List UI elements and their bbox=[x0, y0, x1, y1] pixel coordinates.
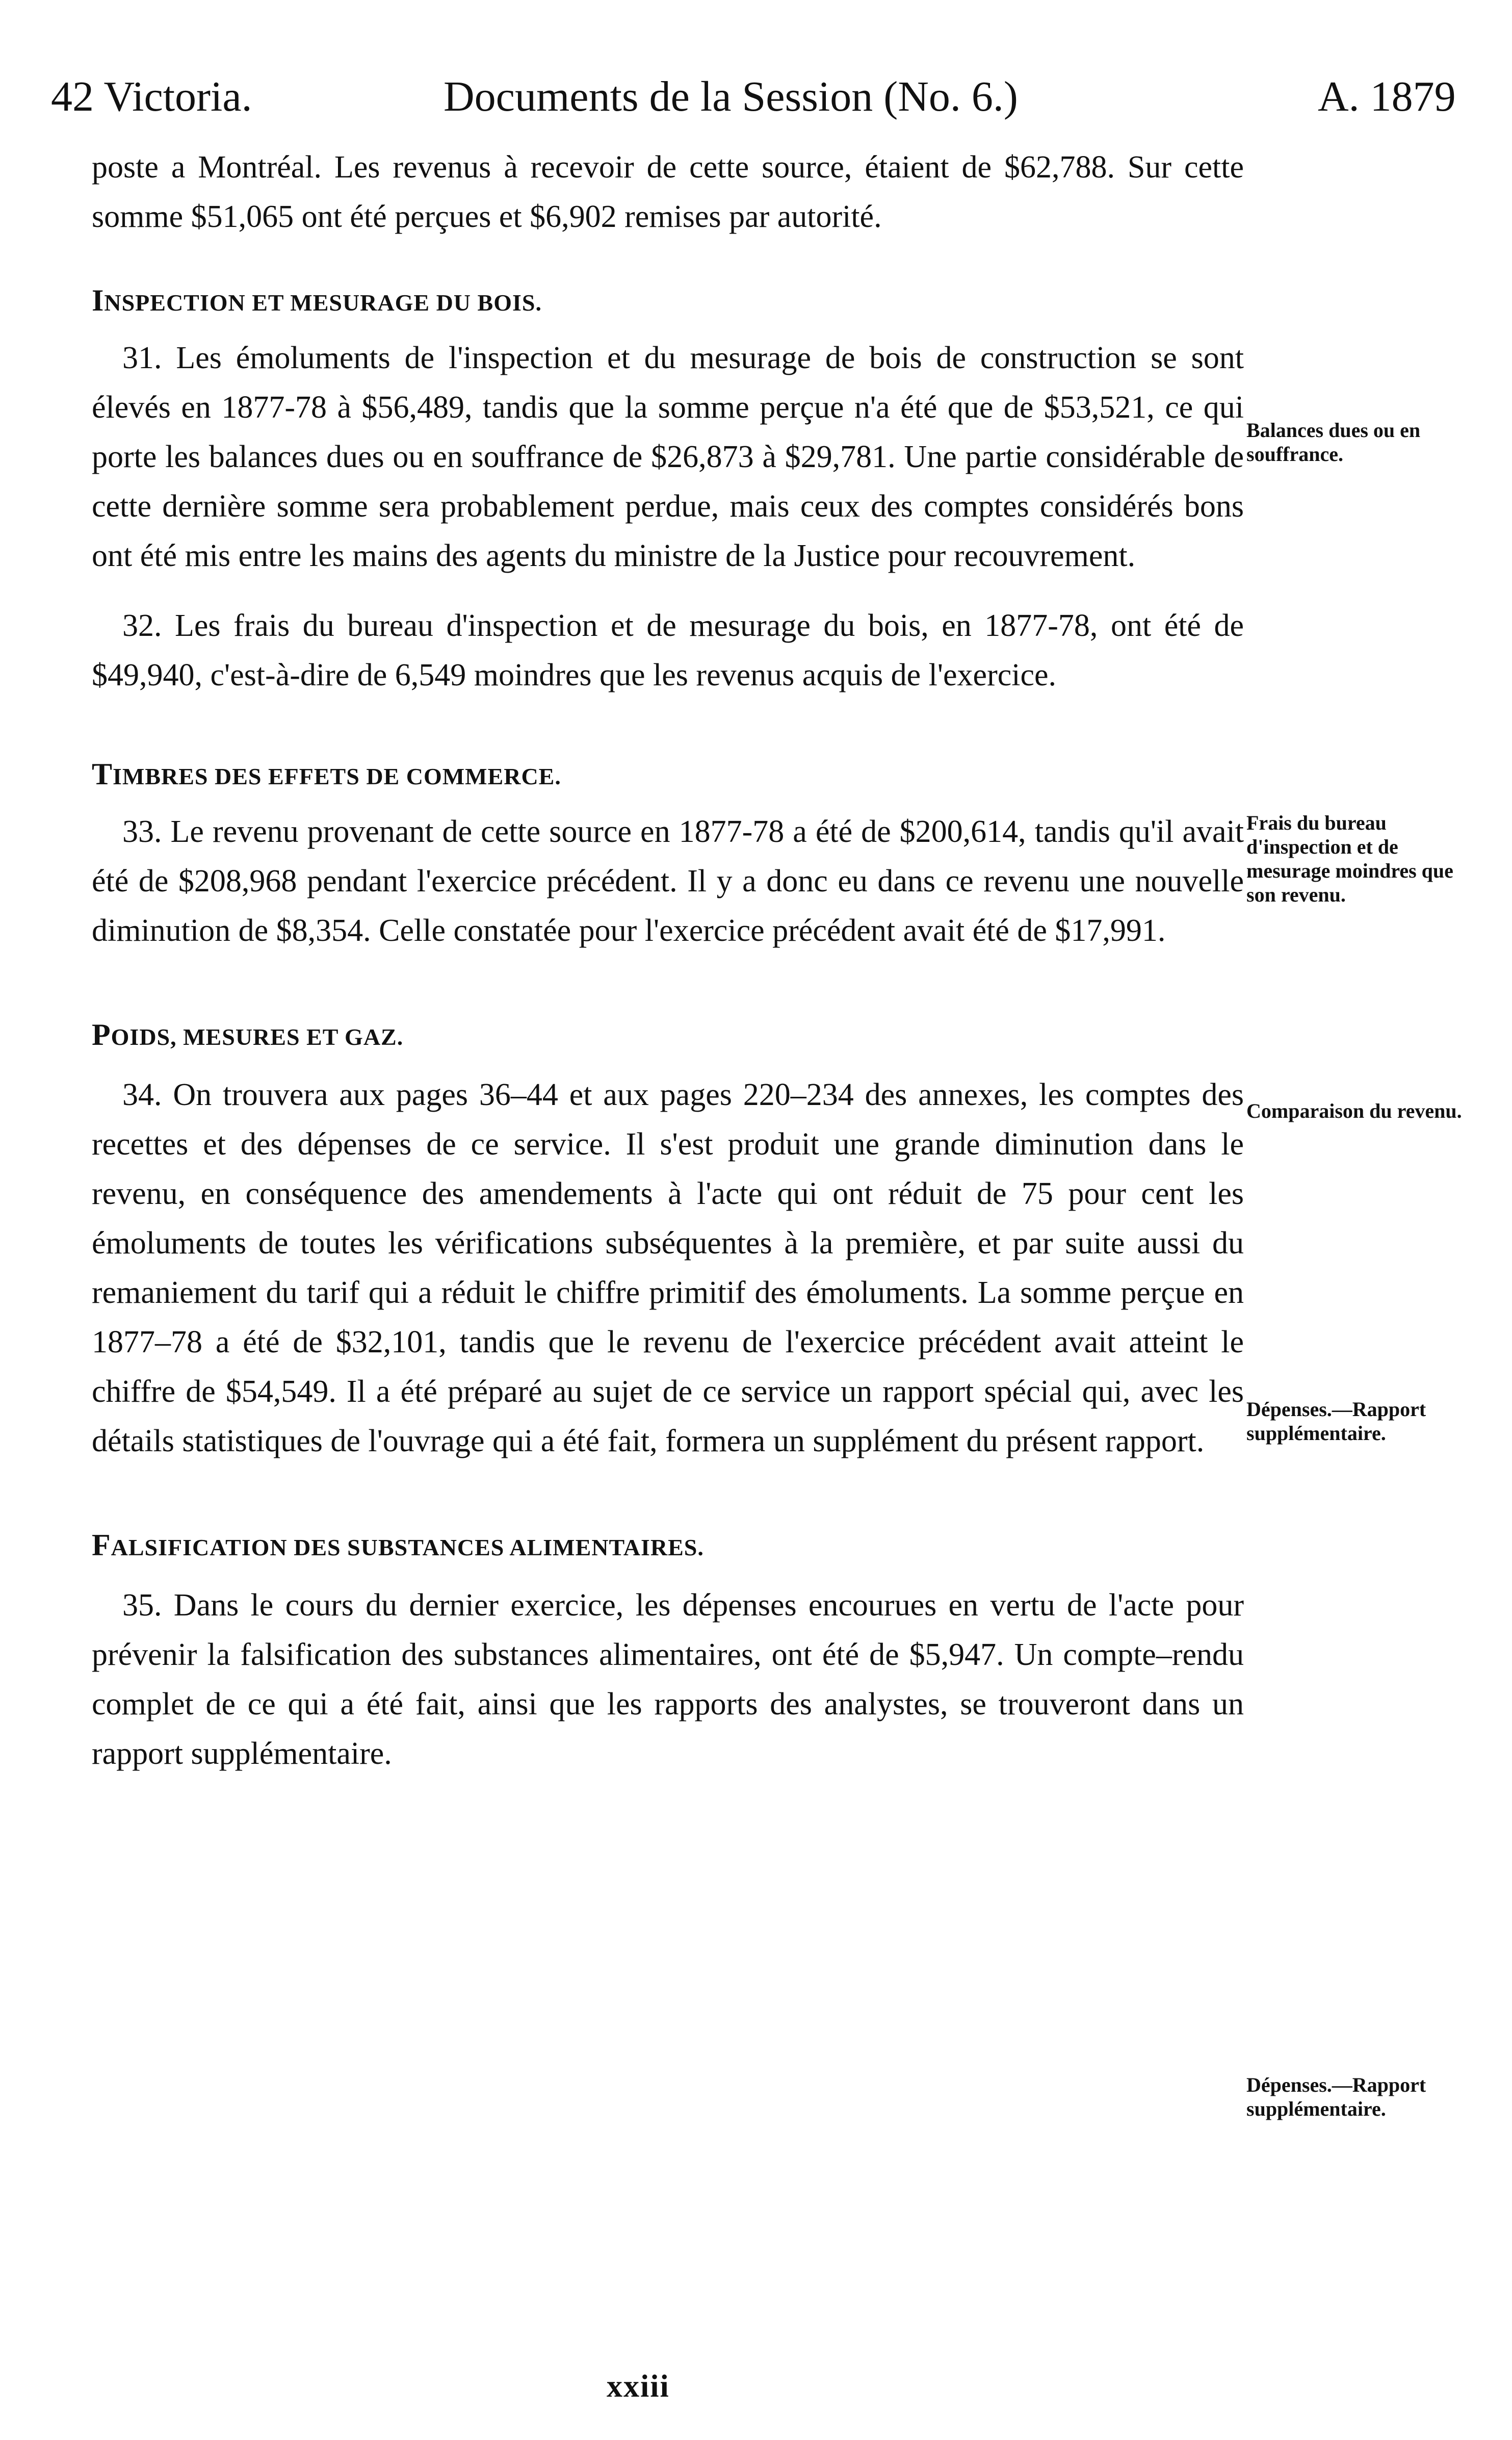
heading-initial: I bbox=[92, 284, 105, 317]
paragraph-31: 31. Les émoluments de l'inspection et du mesurage de bois de construction se sont élevés en 1877-78 à $56,489, tandis que la somme perçue n'a été que de $53,521, ce qui porte les balances dues ou en souffrance de $26,873 à $29,781. Une partie considérable de cette dernière somme sera probablement perdue, mais ceux des comptes considérés bons ont été mis entre les mains des agents du ministre de la Justice pour recouvrement. bbox=[92, 341, 1244, 573]
heading-initial: F bbox=[92, 1528, 111, 1562]
heading-rest: OIDS, MESURES ET GAZ. bbox=[111, 1024, 404, 1050]
paragraph-35: 35. Dans le cours du dernier exercice, les dépenses encourues en vertu de l'acte pour prévenir la falsification des substances alimentaires, ont été de $5,947. Un compte–rendu complet de ce qui a été fait, ainsi que les rapports des analystes, se trouveront dans un rapport supplémentaire. bbox=[92, 1588, 1244, 1771]
header-title: Documents de la Session (No. 6.) bbox=[444, 73, 1018, 120]
margin-note-depenses-35: Dépenses.—Rapport supplémentaire. bbox=[1246, 2073, 1426, 2120]
section-heading-falsification bbox=[92, 1527, 1244, 1565]
margin-note-frais: Frais du bureau d'inspection et de mesurage moindres que son revenu. bbox=[1246, 811, 1453, 906]
body-text bbox=[92, 143, 1244, 1779]
heading-rest: ALSIFICATION DES SUBSTANCES ALIMENTAIRES. bbox=[111, 1534, 704, 1560]
paragraph-33: 33. Le revenu provenant de cette source en 1877-78 a été de $200,614, tandis qu'il avait été de $208,968 pendant l'exercice précédent. Il y a donc eu dans ce revenu une nouvelle diminution de $8,354. Celle constatée pour l'exercice précédent avait été de $17,991. bbox=[92, 814, 1244, 948]
heading-initial: P bbox=[92, 1018, 111, 1051]
margin-note-balances: Balances dues ou en souffrance. bbox=[1246, 419, 1421, 466]
heading-initial: T bbox=[92, 757, 113, 791]
paragraph-32: 32. Les frais du bureau d'inspection et de mesurage du bois, en 1877-78, ont été de $49,940, c'est-à-dire de 6,549 moindres que les revenus acquis de l'exercice. bbox=[92, 608, 1244, 692]
heading-rest: NSPECTION ET MESURAGE DU BOIS. bbox=[104, 290, 542, 316]
margin-note-comparaison: Comparaison du revenu. bbox=[1246, 1099, 1462, 1122]
section-heading-poids bbox=[92, 1017, 1244, 1055]
section-heading-inspection bbox=[92, 282, 1244, 321]
margin-note-depenses-34: Dépenses.—Rapport supplémentaire. bbox=[1246, 1398, 1426, 1445]
page-folio: xxiii bbox=[607, 2369, 670, 2404]
heading-rest: IMBRES DES EFFETS DE COMMERCE. bbox=[113, 763, 561, 789]
header-volume: 42 Victoria. bbox=[51, 73, 252, 120]
header-year: A. 1879 bbox=[1318, 73, 1456, 120]
intro-paragraph: poste a Montréal. Les revenus à recevoir de cette source, étaient de $62,788. Sur cette somme $51,065 ont été perçues et $6,902 remises par autorité. bbox=[92, 150, 1244, 234]
section-heading-timbres bbox=[92, 756, 1244, 794]
paragraph-34: 34. On trouvera aux pages 36–44 et aux pages 220–234 des annexes, les comptes des recettes et des dépenses de ce service. Il s'est produit une grande diminution dans le revenu, en conséquence des amendements à l'acte qui ont réduit de 75 pour cent les émoluments de toutes les vérifications subséquentes à la première, et par suite aussi du remaniement du tarif qui a réduit le chiffre primitif des émoluments. La somme perçue en 1877–78 a été de $32,101, tandis que le revenu de l'exercice précédent avait atteint le chiffre de $54,549. Il a été préparé au sujet de ce service un rapport spécial qui, avec les détails statistiques de l'ouvrage qui a été fait, formera un supplément du présent rapport. bbox=[92, 1077, 1244, 1458]
